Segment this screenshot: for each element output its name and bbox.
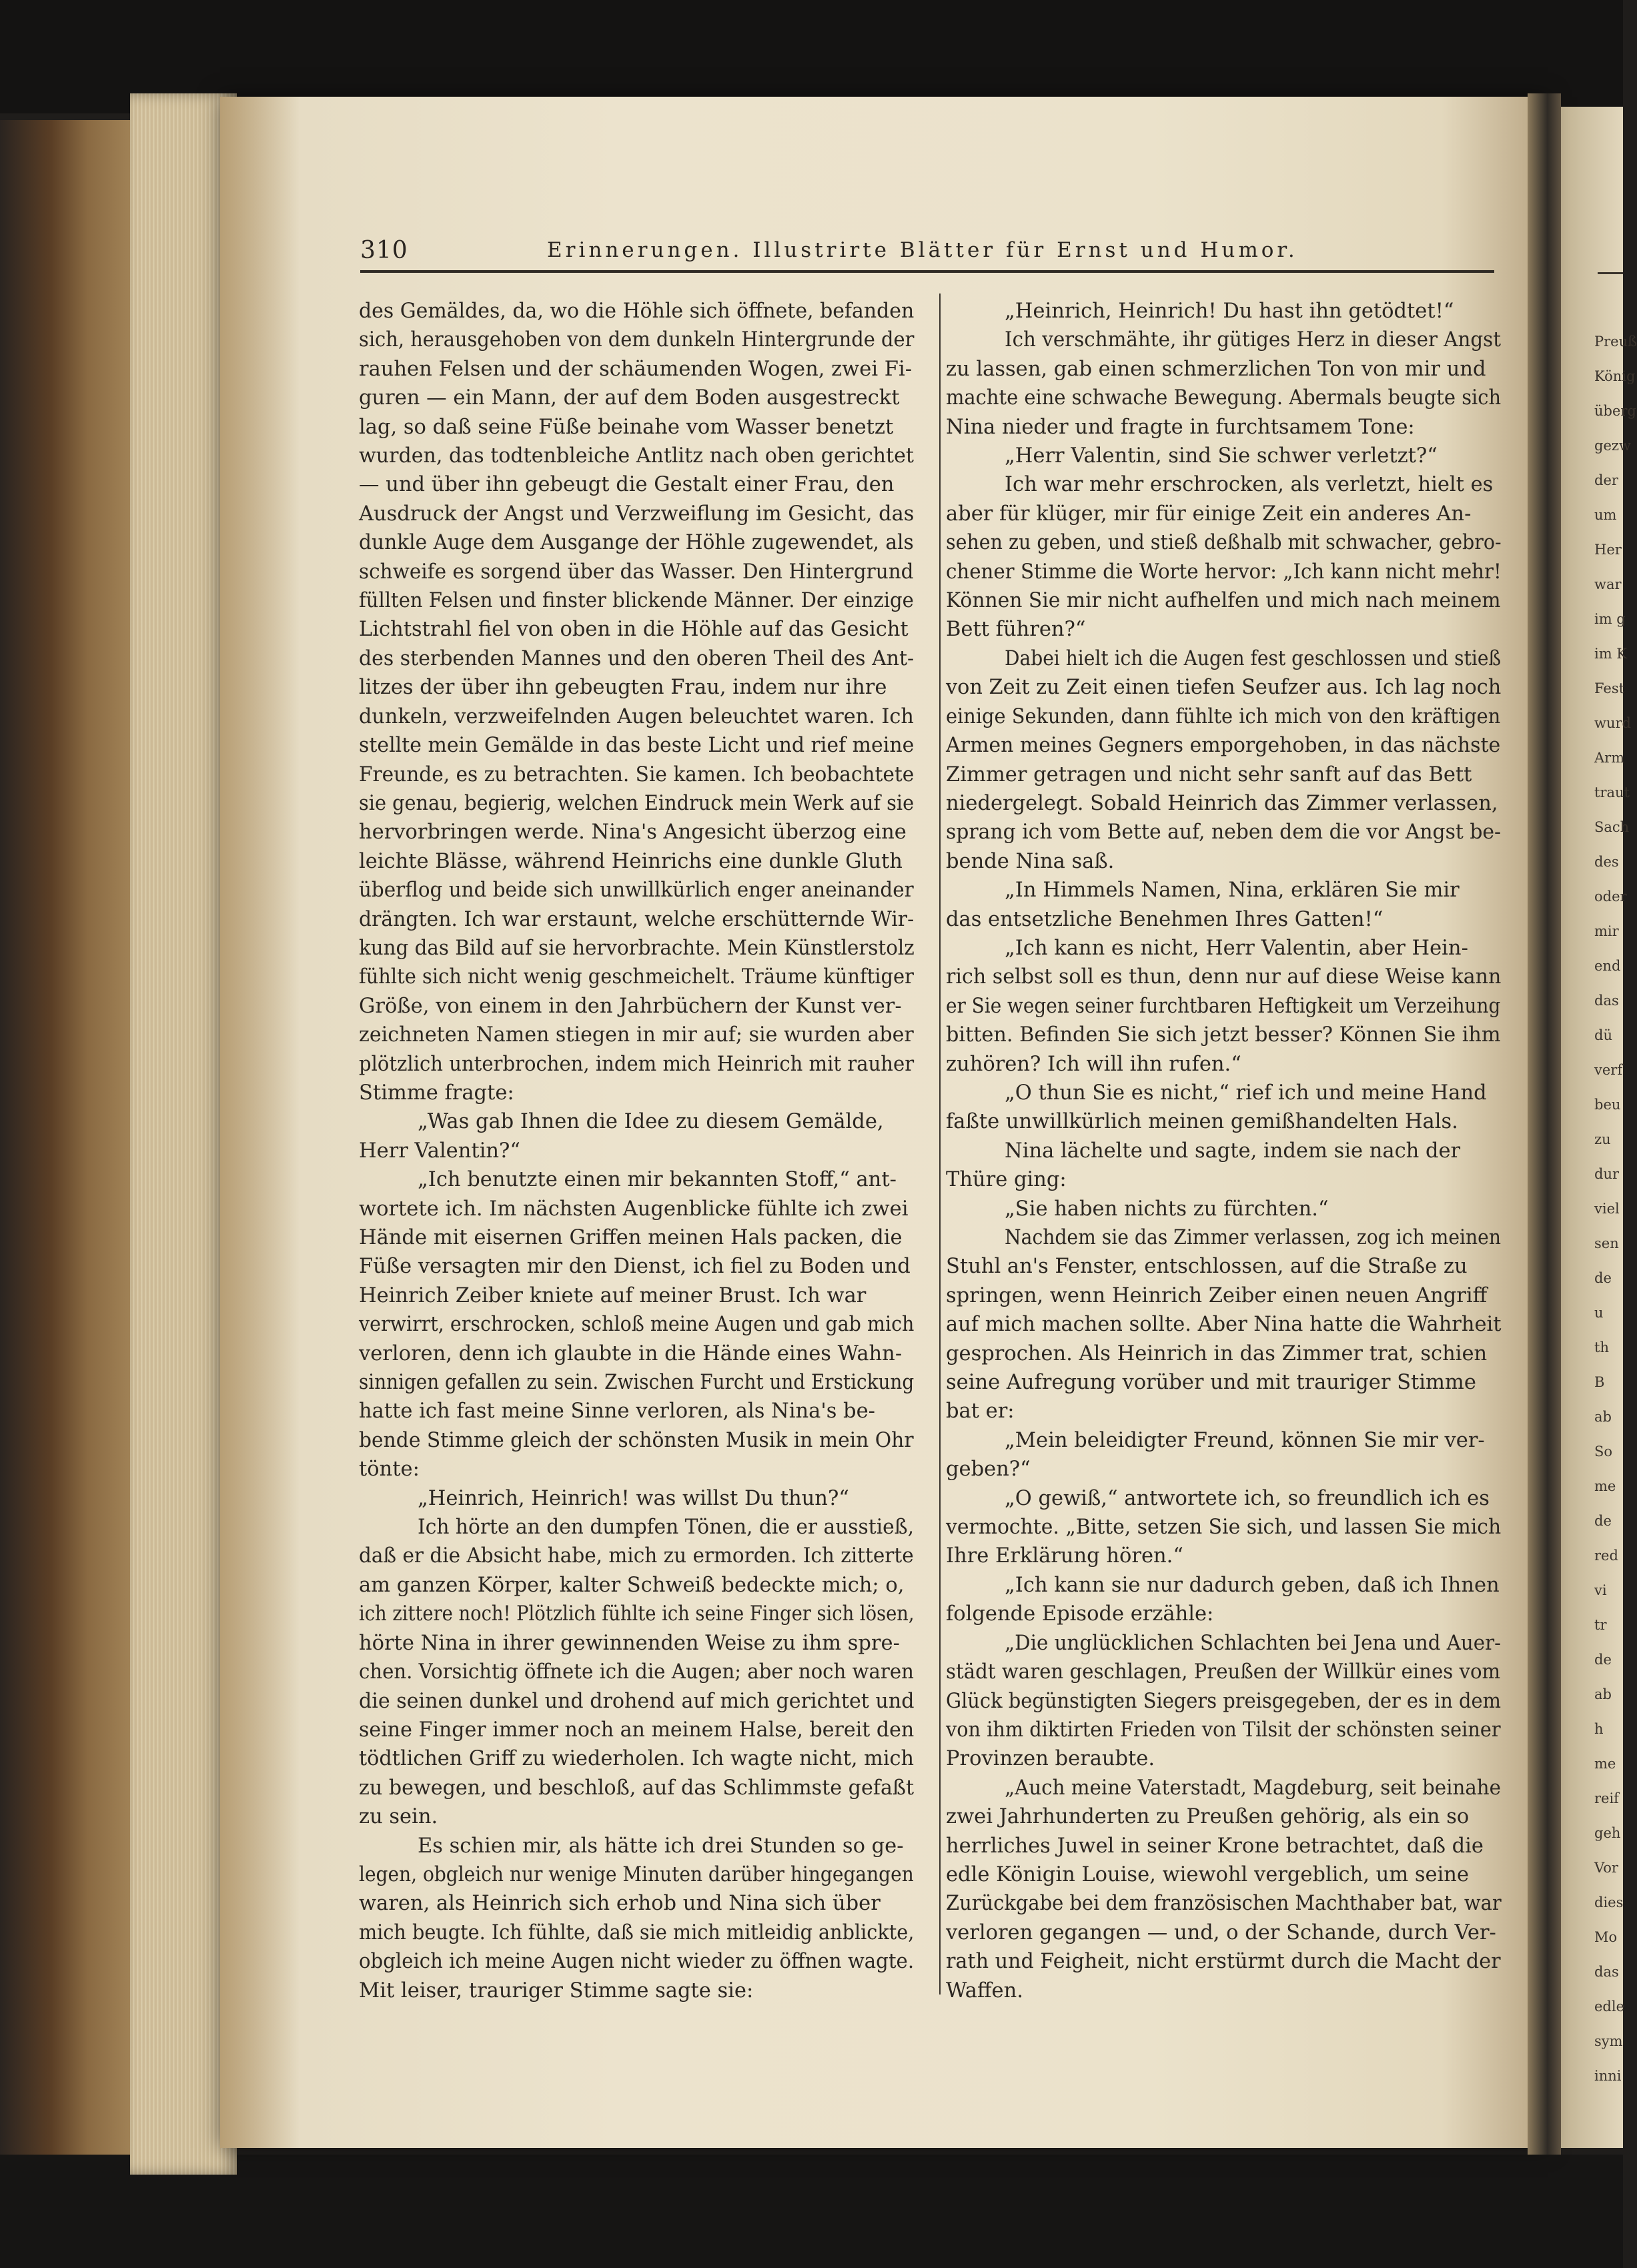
text-line: kung das Bild auf sie hervorbrachte. Mein Künstlerstolz <box>359 936 915 960</box>
text-line: Glück begünstigten Siegers preisgegeben, der es in dem <box>946 1689 1502 1713</box>
facing-page-fragment: So <box>1594 1444 1613 1460</box>
text-line: von Zeit zu Zeit einen tiefen Seufzer aus. Ich lag noch <box>946 676 1502 700</box>
text-line: dunkeln, verzweifelnden Augen beleuchtet waren. Ich <box>359 704 914 728</box>
page-number: 310 <box>360 237 408 264</box>
text-line: Mit leiser, trauriger Stimme sagte sie: <box>359 1978 754 2003</box>
text-line: städt waren geschlagen, Preußen der Willkür eines vom <box>946 1660 1501 1684</box>
facing-page-fragment: das <box>1594 1964 1619 1980</box>
text-line: bende Nina saß. <box>946 849 1115 873</box>
facing-page-fragment: der <box>1594 472 1618 488</box>
facing-page-fragment: beu <box>1594 1097 1621 1113</box>
page-header <box>360 237 1494 270</box>
facing-page-fragment: Sach <box>1594 819 1630 835</box>
text-line: hervorbringen werde. Nina's Angesicht überzog eine <box>359 820 907 844</box>
text-line: Größe, von einem in den Jahrbüchern der Kunst ver- <box>359 994 902 1018</box>
text-line: Ihre Erklärung hören.“ <box>946 1544 1183 1568</box>
text-line: Hände mit eisernen Griffen meinen Hals packen, die <box>359 1226 903 1249</box>
facing-page-fragment: König <box>1594 368 1636 384</box>
text-line: seine Aufregung vorüber und mit trauriger Stimme <box>946 1371 1476 1395</box>
text-line: gesprochen. Als Heinrich in das Zimmer trat, schien <box>946 1341 1488 1365</box>
text-line: drängten. Ich war erstaunt, welche erschütternde Wir- <box>359 907 915 931</box>
text-line: lag, so daß seine Füße beinahe vom Wasser benetzt <box>359 415 894 439</box>
facing-page-fragment: Preuß <box>1594 334 1637 350</box>
text-line: rauhen Felsen und der schäumenden Wogen, zwei Fi- <box>359 357 913 381</box>
facing-page-fragment: das <box>1594 993 1619 1009</box>
text-line: legen, obgleich nur wenige Minuten darüber hingegangen <box>359 1862 914 1886</box>
text-line: Zurückgabe bei dem französischen Machthaber bat, war <box>946 1892 1502 1916</box>
text-line: „Auch meine Vaterstadt, Magdeburg, seit beinahe <box>1005 1776 1501 1800</box>
facing-page-fragment: de <box>1594 1652 1612 1668</box>
running-title: Erinnerungen. Illustrirte Blätter für Ernst und Humor. <box>547 238 1298 262</box>
facing-page-fragment: sen <box>1594 1235 1619 1251</box>
text-line: Stimme fragte: <box>359 1081 514 1105</box>
text-line: auf mich machen sollte. Aber Nina hatte die Wahrheit <box>946 1313 1502 1337</box>
text-line: Nina lächelte und sagte, indem sie nach der <box>1005 1139 1461 1163</box>
text-line: sie genau, begierig, welchen Eindruck mein Werk auf sie <box>359 791 915 815</box>
text-line: „Die unglücklichen Schlachten bei Jena und Auer- <box>1005 1631 1502 1655</box>
text-line: Zimmer getragen und nicht sehr sanft auf das Bett <box>946 762 1472 786</box>
text-line: Stuhl an's Fenster, entschlossen, auf die Straße zu <box>946 1255 1468 1279</box>
right-column <box>946 297 1501 2005</box>
text-line: rich selbst soll es thun, denn nur auf diese Weise kann <box>946 965 1502 989</box>
facing-page-fragment: überg <box>1594 403 1636 419</box>
facing-page-fragment: reif <box>1594 1790 1619 1806</box>
text-line: zwei Jahrhunderten zu Preußen gehörig, als ein so <box>946 1805 1470 1829</box>
facing-page-fragment: im K <box>1594 646 1627 662</box>
facing-page-fragment: vi <box>1594 1582 1607 1598</box>
text-line: hatte ich fast meine Sinne verloren, als Nina's be- <box>359 1399 875 1424</box>
text-line: sich, herausgehoben von dem dunkeln Hintergrunde der <box>359 328 915 352</box>
text-line: „Ich kann sie nur dadurch geben, daß ich Ihnen <box>1005 1573 1500 1597</box>
text-line: stellte mein Gemälde in das beste Licht und rief meine <box>359 734 915 758</box>
page-stain <box>220 97 300 2148</box>
facing-page-fragment: tr <box>1594 1617 1607 1633</box>
background-bottom <box>0 2155 1623 2268</box>
text-line: plötzlich unterbrochen, indem mich Heinrich mit rauher <box>359 1052 915 1076</box>
text-line: verwirrt, erschrocken, schloß meine Augen und gab mich <box>359 1313 915 1337</box>
facing-page-rule <box>1598 272 1623 274</box>
text-line: springen, wenn Heinrich Zeiber einen neuen Angriff <box>946 1283 1488 1307</box>
text-line: Es schien mir, als hätte ich drei Stunden so ge- <box>418 1834 904 1858</box>
text-line: zeichneten Namen stiegen in mir auf; sie wurden aber <box>359 1023 914 1047</box>
text-line: zuhören? Ich will ihn rufen.“ <box>946 1052 1241 1076</box>
facing-page-fragment: h <box>1594 1721 1604 1737</box>
facing-page-fragment: de <box>1594 1513 1612 1529</box>
text-line: „Sie haben nichts zu fürchten.“ <box>1005 1197 1329 1221</box>
text-line: folgende Episode erzähle: <box>946 1602 1214 1626</box>
facing-page-fragment: ab <box>1594 1409 1612 1425</box>
facing-page-fragment: de <box>1594 1270 1612 1286</box>
text-line: — und über ihn gebeugt die Gestalt einer Frau, den <box>359 473 895 497</box>
text-line: faßte unwillkürlich meinen gemißhandelten Hals. <box>946 1110 1458 1134</box>
text-line: sprang ich vom Bette auf, neben dem die vor Angst be- <box>946 820 1502 844</box>
facing-page-fragment: u <box>1594 1305 1604 1321</box>
facing-page-fragment: red <box>1594 1548 1618 1564</box>
text-line: Dabei hielt ich die Augen fest geschlossen und stieß <box>1005 646 1502 670</box>
text-line: am ganzen Körper, kalter Schweiß bedeckte mich; o, <box>359 1573 905 1597</box>
text-line: „Ich benutzte einen mir bekannten Stoff,“ ant- <box>418 1168 897 1192</box>
facing-page-fragment: th <box>1594 1339 1609 1355</box>
text-line: Provinzen beraubte. <box>946 1747 1155 1771</box>
text-line: die seinen dunkel und drohend auf mich gerichtet und <box>359 1689 915 1713</box>
text-line: hörte Nina in ihrer gewinnenden Weise zu ihm spre- <box>359 1631 900 1655</box>
text-line: Können Sie mir nicht aufhelfen und mich nach meinem <box>946 589 1501 613</box>
facing-page-fragment: Mo <box>1594 1929 1618 1945</box>
text-line: wortete ich. Im nächsten Augenblicke fühlte ich zwei <box>359 1197 909 1221</box>
facing-page-fragment: traut <box>1594 784 1630 800</box>
text-line: litzes der über ihn gebeugten Frau, indem nur ihre <box>359 676 887 700</box>
facing-page-fragment: des <box>1594 854 1619 870</box>
text-line: bitten. Befinden Sie sich jetzt besser? Können Sie ihm <box>946 1023 1501 1047</box>
text-line: niedergelegt. Sobald Heinrich das Zimmer verlassen, <box>946 791 1498 815</box>
text-line: bende Stimme gleich der schönsten Musik in mein Ohr <box>359 1428 914 1452</box>
text-line: geben?“ <box>946 1458 1031 1482</box>
text-line: das entsetzliche Benehmen Ihres Gatten!“ <box>946 907 1384 931</box>
text-line: Thüre ging: <box>946 1168 1067 1192</box>
text-line: Heinrich Zeiber kniete auf meiner Brust. Ich war <box>359 1283 867 1307</box>
text-line: tönte: <box>359 1458 420 1482</box>
text-line: Freunde, es zu betrachten. Sie kamen. Ich beobachtete <box>359 762 915 786</box>
text-line: des Gemäldes, da, wo die Höhle sich öffnete, befanden <box>359 300 915 323</box>
text-line: chener Stimme die Worte hervor: „Ich kann nicht mehr! <box>946 560 1502 584</box>
text-line: „Heinrich, Heinrich! was willst Du thun?“ <box>418 1486 849 1510</box>
facing-page-fragment: im g <box>1594 611 1626 627</box>
text-line: zu bewegen, und beschloß, auf das Schlimmste gefaßt <box>359 1776 915 1800</box>
text-line: leichte Blässe, während Heinrichs eine dunkle Gluth <box>359 849 903 873</box>
text-line: seine Finger immer noch an meinem Halse, bereit den <box>359 1718 915 1742</box>
text-line: Füße versagten mir den Dienst, ich fiel zu Boden und <box>359 1255 911 1279</box>
text-line: fühlte sich nicht wenig geschmeichelt. Träume künftiger <box>359 965 914 989</box>
text-line: Ausdruck der Angst und Verzweiflung im Gesicht, das <box>359 502 915 526</box>
text-line: zu lassen, gab einen schmerzlichen Ton von mir und <box>946 357 1486 381</box>
facing-page-fragment: dies <box>1594 1894 1624 1910</box>
facing-page-fragment: geh <box>1594 1825 1621 1841</box>
text-line: „Was gab Ihnen die Idee zu diesem Gemälde, <box>418 1110 884 1134</box>
text-line: herrliches Juwel in seiner Krone betrachtet, daß die <box>946 1834 1484 1858</box>
facing-page-fragment: edle <box>1594 1999 1625 2015</box>
book-edge <box>0 120 147 2155</box>
text-line: obgleich ich meine Augen nicht wieder zu öffnen wagte. <box>359 1950 915 1974</box>
text-line: Ich verschmähte, ihr gütiges Herz in dieser Angst <box>1005 328 1502 352</box>
facing-page-fragment: me <box>1594 1756 1616 1772</box>
text-line: „O gewiß,“ antwortete ich, so freundlich ich es <box>1005 1486 1490 1510</box>
text-line: bat er: <box>946 1399 1015 1424</box>
text-line: Nina nieder und fragte in furchtsamem Tone: <box>946 415 1415 439</box>
text-line: verloren, denn ich glaubte in die Hände eines Wahn- <box>359 1341 903 1365</box>
text-line: des sterbenden Mannes und den oberen Theil des Ant- <box>359 646 915 670</box>
facing-page-edge <box>1554 107 1637 2148</box>
text-line: Nachdem sie das Zimmer verlassen, zog ich meinen <box>1005 1226 1501 1249</box>
text-line: guren — ein Mann, der auf dem Boden ausgestreckt <box>359 386 900 410</box>
header-rule <box>360 270 1494 273</box>
text-line: „Mein beleidigter Freund, können Sie mir ver- <box>1005 1428 1485 1452</box>
text-line: machte eine schwache Bewegung. Abermals beugte sich <box>946 386 1502 410</box>
text-line: dunkle Auge dem Ausgange der Höhle zugewendet, als <box>359 531 914 555</box>
text-line: Ich war mehr erschrocken, als verletzt, hielt es <box>1005 473 1494 497</box>
column-divider <box>939 294 941 1995</box>
text-line: füllten Felsen und finster blickende Männer. Der einzige <box>359 589 914 613</box>
text-line: „Heinrich, Heinrich! Du hast ihn getödtet!“ <box>1005 300 1454 323</box>
facing-page-fragment: ab <box>1594 1686 1612 1702</box>
facing-page-fragment: dur <box>1594 1166 1620 1182</box>
text-line: rath und Feigheit, nicht erstürmt durch die Macht der <box>946 1950 1501 1974</box>
text-line: edle Königin Louise, wiewohl vergeblich, um seine <box>946 1862 1469 1886</box>
text-line: tödtlichen Griff zu wiederholen. Ich wagte nicht, mich <box>359 1747 914 1771</box>
facing-page-fragment: gezw <box>1594 438 1631 454</box>
text-line: schweife es sorgend über das Wasser. Den Hintergrund <box>359 560 914 584</box>
text-line: verloren gegangen — und, o der Schande, durch Ver- <box>946 1920 1496 1944</box>
text-line: aber für klüger, mir für einige Zeit ein anderes An- <box>946 502 1472 526</box>
facing-page-fragment: end <box>1594 958 1621 974</box>
facing-page-fragment: Arm <box>1594 750 1625 766</box>
facing-page-fragment: um <box>1594 507 1617 523</box>
text-line: „Ich kann es nicht, Herr Valentin, aber Hein- <box>1005 936 1468 960</box>
facing-page-fragment: sym <box>1594 2033 1623 2049</box>
text-line: Bett führen?“ <box>946 618 1086 642</box>
text-line: mich beugte. Ich fühlte, daß sie mich mitleidig anblickte, <box>359 1920 915 1944</box>
text-line: „Herr Valentin, sind Sie schwer verletzt?“ <box>1005 444 1438 468</box>
text-line: Ich hörte an den dumpfen Tönen, die er ausstieß, <box>418 1516 915 1540</box>
facing-page-fragment: B <box>1594 1374 1605 1390</box>
facing-page-fragment: mir <box>1594 923 1619 939</box>
text-line: sinnigen gefallen zu sein. Zwischen Furcht und Erstickung <box>359 1371 915 1395</box>
text-line: vermochte. „Bitte, setzen Sie sich, und lassen Sie mich <box>946 1516 1502 1540</box>
facing-page-fragment: Fest <box>1594 680 1625 696</box>
facing-page-fragment: dü <box>1594 1027 1612 1043</box>
text-line: einige Sekunden, dann fühlte ich mich von den kräftigen <box>946 704 1501 728</box>
text-line: Waffen. <box>946 1978 1023 2003</box>
facing-page-fragment: inni <box>1594 2068 1622 2084</box>
facing-page-fragment: Vor <box>1594 1860 1618 1876</box>
text-line: daß er die Absicht habe, mich zu ermorden. Ich zitterte <box>359 1544 914 1568</box>
text-line: waren, als Heinrich sich erhob und Nina sich über <box>359 1892 881 1916</box>
text-line: überflog und beide sich unwillkürlich enger aneinander <box>359 879 914 903</box>
facing-page-fragment: war <box>1594 576 1622 592</box>
text-line: Armen meines Gegners emporgehoben, in das nächste <box>946 734 1501 758</box>
facing-page-fragment: Her <box>1594 542 1622 558</box>
facing-page-fragment: me <box>1594 1478 1616 1494</box>
facing-page-fragment: verf <box>1594 1062 1623 1078</box>
text-line: Herr Valentin?“ <box>359 1139 520 1163</box>
facing-page-fragment: viel <box>1594 1201 1620 1217</box>
left-column <box>359 297 914 2005</box>
text-line: zu sein. <box>359 1805 438 1829</box>
facing-page-fragment: wurd <box>1594 715 1631 731</box>
text-line: „O thun Sie es nicht,“ rief ich und meine Hand <box>1005 1081 1487 1105</box>
facing-page-fragment: oder <box>1594 889 1627 905</box>
text-line: wurden, das todtenbleiche Antlitz nach oben gerichtet <box>359 444 915 468</box>
book-gutter <box>1528 93 1561 2155</box>
text-line: sehen zu geben, und stieß deßhalb mit schwacher, gebro- <box>946 531 1502 555</box>
text-line: von ihm diktirten Frieden von Tilsit der schönsten seiner <box>946 1718 1501 1742</box>
facing-page-fragment: zu <box>1594 1131 1611 1147</box>
text-line: ich zittere noch! Plötzlich fühlte ich seine Finger sich lösen, <box>359 1602 915 1626</box>
text-line: er Sie wegen seiner furchtbaren Heftigkeit um Verzeihung <box>946 994 1501 1018</box>
text-line: „In Himmels Namen, Nina, erklären Sie mir <box>1005 879 1460 903</box>
text-line: chen. Vorsichtig öffnete ich die Augen; aber noch waren <box>359 1660 914 1684</box>
text-line: Lichtstrahl fiel von oben in die Höhle auf das Gesicht <box>359 618 909 642</box>
